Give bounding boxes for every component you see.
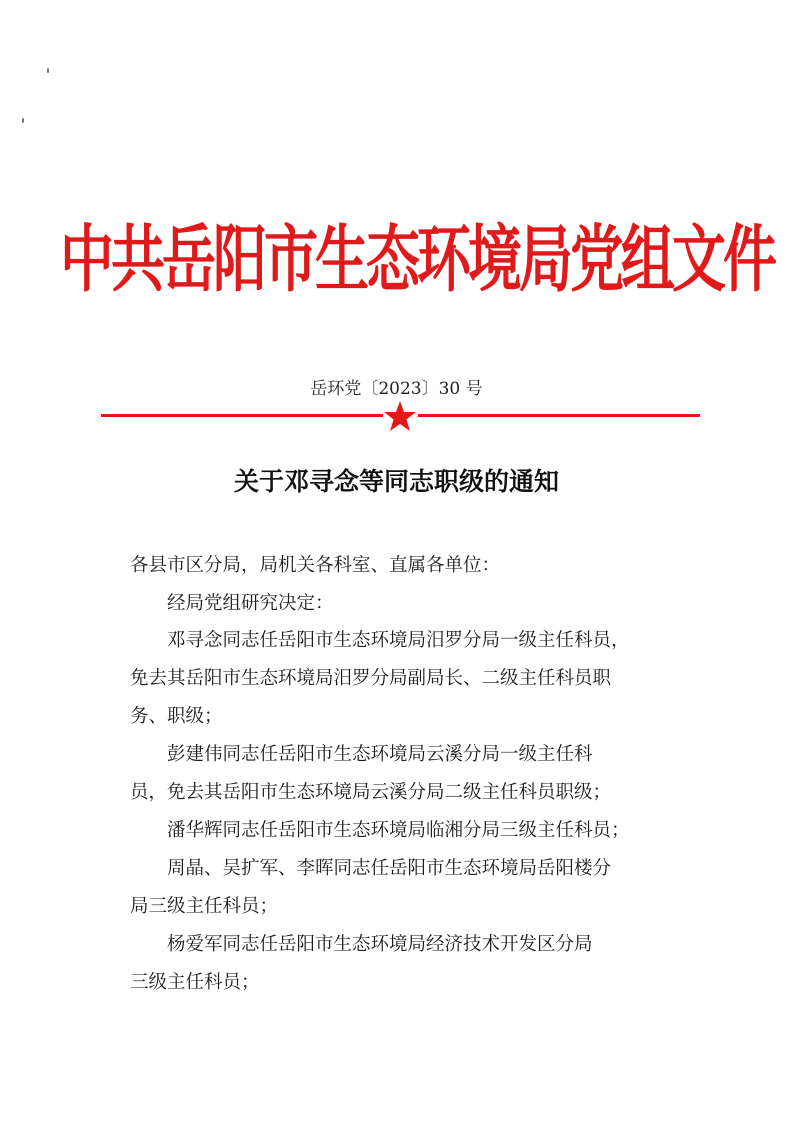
org-header-title: 中共岳阳市生态环境局党组文件	[60, 215, 774, 303]
paragraph-line: 经局党组研究决定：	[167, 593, 334, 614]
paragraph-line: 彭建伟同志任岳阳市生态环境局云溪分局一级主任科	[167, 744, 593, 765]
paragraph-line: 员，免去其岳阳市生态环境局云溪分局二级主任科员职级；	[130, 782, 612, 803]
star-icon	[383, 400, 417, 432]
notice-title: 关于邓寻念等同志职级的通知	[233, 467, 559, 496]
scan-speck	[47, 68, 49, 73]
paragraph-line: 潘华辉同志任岳阳市生态环境局临湘分局三级主任科员；	[167, 820, 630, 841]
scan-speck	[22, 118, 24, 123]
paragraph-line: 局三级主任科员；	[130, 896, 279, 917]
paragraph-line: 务、职级；	[130, 706, 223, 727]
document-number: 岳环党〔2023〕30 号	[310, 379, 483, 399]
paragraph-line: 三级主任科员；	[130, 972, 260, 993]
paragraph-line: 周晶、吴扩军、李晖同志任岳阳市生态环境局岳阳楼分	[167, 858, 612, 879]
salutation-line: 各县市区分局，局机关各科室、直属各单位：	[130, 555, 501, 576]
paragraph-line: 杨爱军同志任岳阳市生态环境局经济技术开发区分局	[167, 934, 593, 955]
red-divider-right	[418, 414, 700, 417]
paragraph-line: 免去其岳阳市生态环境局汨罗分局副局长、二级主任科员职	[130, 668, 612, 689]
red-divider-left	[101, 414, 383, 417]
paragraph-line: 邓寻念同志任岳阳市生态环境局汨罗分局一级主任科员，	[167, 630, 630, 651]
